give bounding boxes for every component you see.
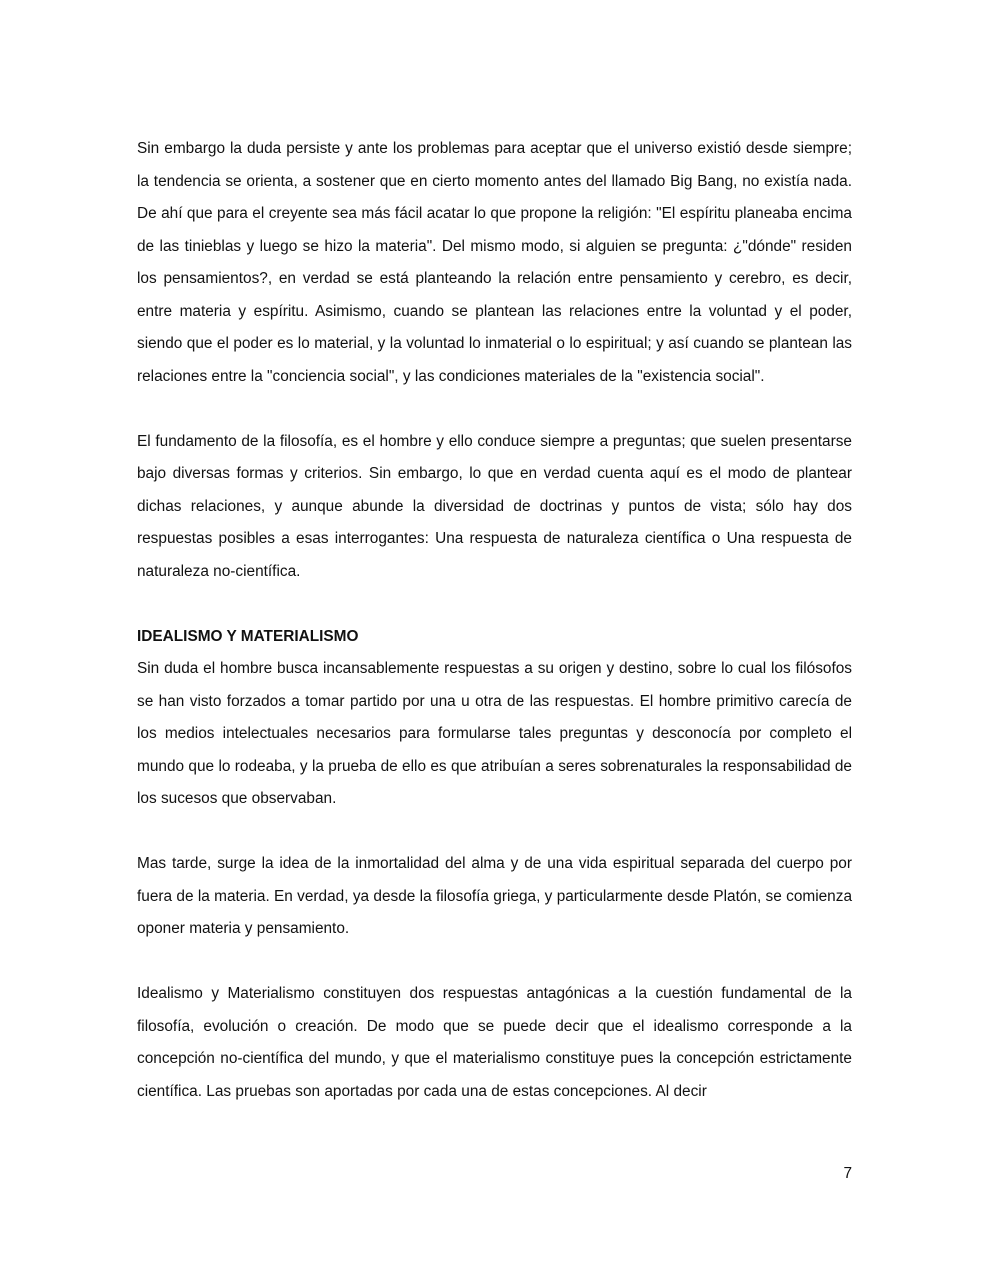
paragraph-5: Idealismo y Materialismo constituyen dos respuestas antagónicas a la cuestión fundamental de la filosofía, evolución o creación. De modo que se puede decir que el idealismo corresponde a la concepción no-científica del mundo, y que el materialismo constituye pues la concepción estrictamente científica. Las pruebas son aportadas por cada una de estas concepciones. Al decir xyxy=(137,985,852,1100)
section-heading: IDEALISMO Y MATERIALISMO xyxy=(137,627,359,645)
paragraph-2: El fundamento de la filosofía, es el hombre y ello conduce siempre a preguntas; que suelen presentarse bajo diversas formas y criterios. Sin embargo, lo que en verdad cuenta aquí es el modo de plantear dichas relaciones, y aunque abunde la diversidad de doctrinas y puntos de vista; sólo hay dos respuestas posibles a esas interrogantes: Una respuesta de naturaleza científica o Una respuesta de naturaleza no-científica. xyxy=(137,432,852,580)
paragraph-1: Sin embargo la duda persiste y ante los problemas para aceptar que el universo existió desde siempre; la tendencia se orienta, a sostener que en cierto momento antes del llamado Big Bang, no existía nada. De ahí que para el creyente sea más fácil acatar lo que propone la religión: "El espíritu planeaba encima de las tinieblas y luego se hizo la materia". Del mismo modo, si alguien se pregunta: ¿"dónde" residen los pensamientos?, en verdad se está planteando la relación entre pensamiento y cerebro, es decir, entre materia y espíritu. Asimismo, cuando se plantean las relaciones entre la voluntad y el poder, siendo que el poder es lo material, y la voluntad lo inmaterial o lo espiritual; y así cuando se plantean las relaciones entre la "conciencia social", y las condiciones materiales de la "existencia social". xyxy=(137,140,852,385)
page-body xyxy=(137,133,852,1108)
paragraph-4: Mas tarde, surge la idea de la inmortalidad del alma y de una vida espiritual separada del cuerpo por fuera de la materia. En verdad, ya desde la filosofía griega, y particularmente desde Platón, se comienza oponer materia y pensamiento. xyxy=(137,855,852,937)
paragraph-3: Sin duda el hombre busca incansablemente respuestas a su origen y destino, sobre lo cual los filósofos se han visto forzados a tomar partido por una u otra de las respuestas. El hombre primitivo carecía de los medios intelectuales necesarios para formularse tales preguntas y desconocía por completo el mundo que lo rodeaba, y la prueba de ello es que atribuían a seres sobrenaturales la responsabilidad de los sucesos que observaban. xyxy=(137,660,852,807)
page-number: 7 xyxy=(843,1165,852,1182)
